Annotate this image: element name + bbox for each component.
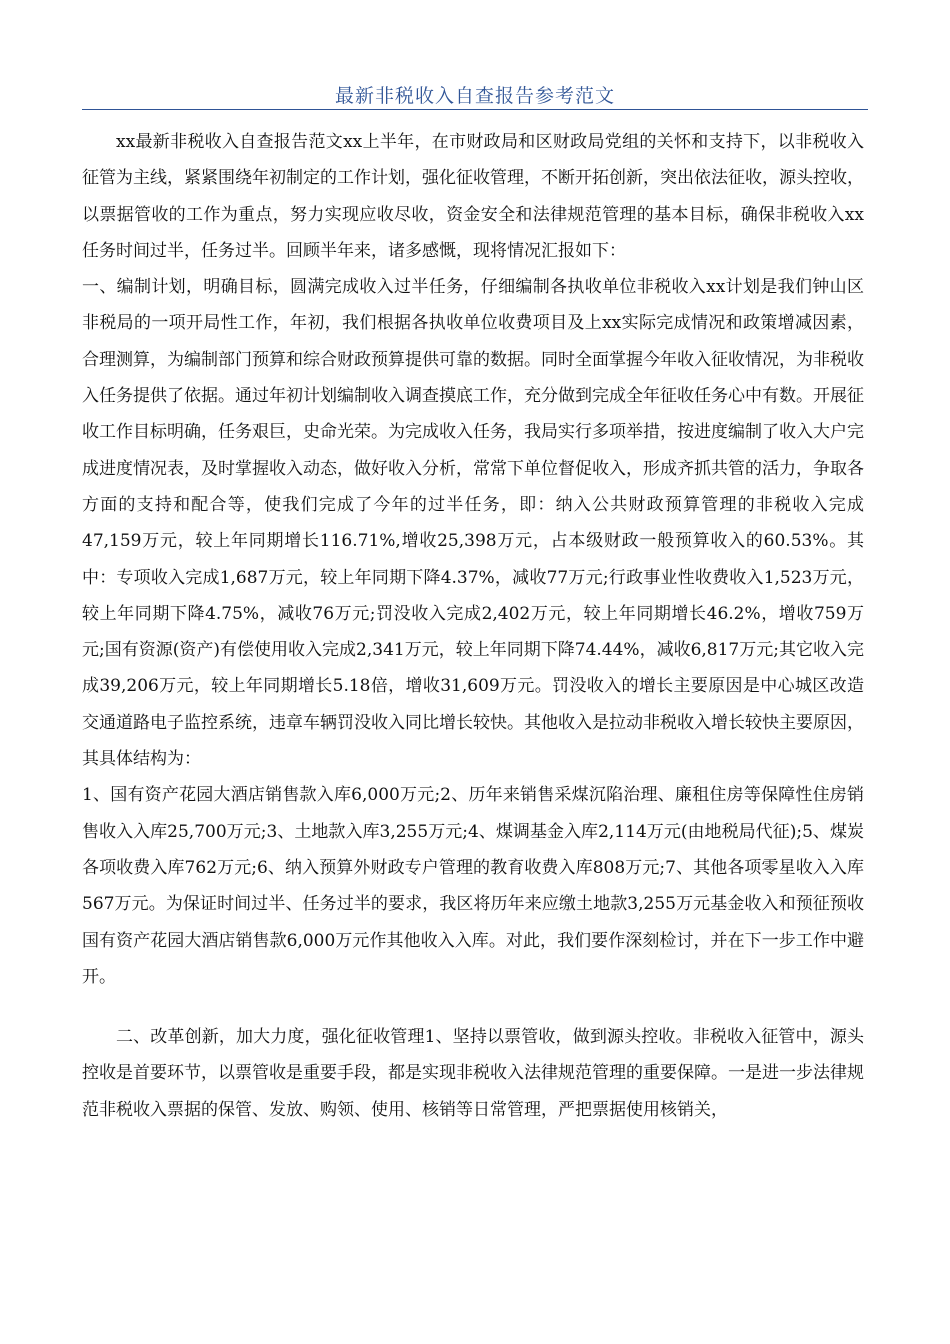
paragraph-section-one: 一、编制计划，明确目标，圆满完成收入过半任务，仔细编制各执收单位非税收入xx计划是我们钟山区非税局的一项开局性工作，年初，我们根据各执收单位收费项目及上xx实际完成情况和政策增减因素，合理测算，为编制部门预算和综合财政预算提供可靠的数据。同时全面掌握今年收入征收情况，为非税收入任务提供了依据。通过年初计划编制收入调查摸底工作，充分做到完成全年征收任务心中有数。开展征收工作目标明确，任务艰巨，史命光荣。为完成收入任务，我局实行多项举措，按进度编制了收入大户完成进度情况表，及时掌握收入动态，做好收入分析，常常下单位督促收入，形成齐抓共管的活力，争取各方面的支持和配合等，使我们完成了今年的过半任务，即：纳入公共财政预算管理的非税收入完成47,159万元，较上年同期增长116.71%,增收25,398万元，占本级财政一般预算收入的60.53%。其中：专项收入完成1,687万元，较上年同期下降4.37%，减收77万元;行政事业性收费收入1,523万元，较上年同期下降4.75%，减收76万元;罚没收入完成2,402万元，较上年同期增长46.2%，增收759万元;国有资源(资产)有偿使用收入完成2,341万元，较上年同期下降74.44%，减收6,817万元;其它收入完成39,206万元，较上年同期增长5.18倍，增收31,609万元。罚没收入的增长主要原因是中心城区改造交通道路电子监控系统，违章车辆罚没收入同比增长较快。其他收入是拉动非税收入增长较快主要原因，其具体结构为：	[82, 277, 864, 770]
paragraph-section-two: 二、改革创新，加大力度，强化征收管理1、坚持以票管收，做到源头控收。非税收入征管中，源头控收是首要环节，以票管收是重要手段，都是实现非税收入法律规范管理的重要保障。一是进一步法律规范非税收入票据的保管、发放、购领、使用、核销等日常管理，严把票据使用核销关，	[82, 1027, 864, 1120]
document-body	[82, 124, 864, 1128]
document-title: 最新非税收入自查报告参考范文	[334, 85, 615, 107]
paragraph-structure-list: 1、国有资产花园大酒店销售款入库6,000万元;2、历年来销售采煤沉陷治理、廉租住房等保障性住房销售收入入库25,700万元;3、土地款入库3,255万元;4、煤调基金入库2,114万元(由地税局代征);5、煤炭各项收费入库762万元;6、纳入预算外财政专户管理的教育收费入库808万元;7、其他各项零星收入入库567万元。为保证时间过半、任务过半的要求，我区将历年来应缴土地款3,255万元基金收入和预征预收国有资产花园大酒店销售款6,000万元作其他收入入库。对此，我们要作深刻检讨，并在下一步工作中避开。	[82, 785, 864, 987]
paragraph-intro: xx最新非税收入自查报告范文xx上半年，在市财政局和区财政局党组的关怀和支持下，以非税收入征管为主线，紧紧围绕年初制定的工作计划，强化征收管理，不断开拓创新，突出依法征收，源头控收，以票据管收的工作为重点，努力实现应收尽收，资金安全和法律规范管理的基本目标，确保非税收入xx任务时间过半，任务过半。回顾半年来，诸多感慨，现将情况汇报如下：	[82, 132, 864, 261]
paragraph-spacer	[82, 995, 864, 1019]
title-underline	[82, 109, 868, 110]
